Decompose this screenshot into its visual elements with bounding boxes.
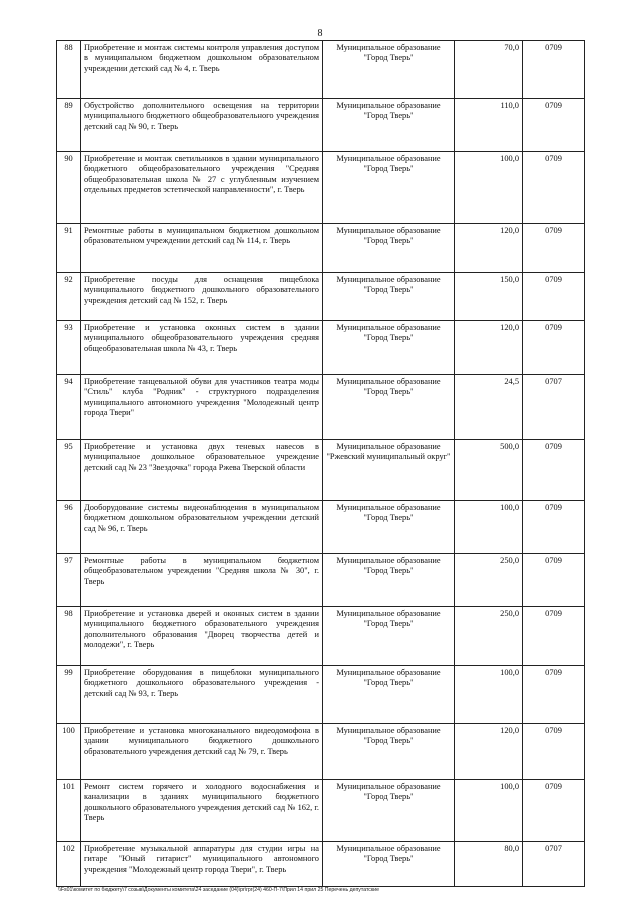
row-number: 94 [57, 375, 81, 440]
row-code: 0707 [523, 375, 585, 440]
row-description: Ремонт систем горячего и холодного водоснабжения и канализации в зданиях муниципального бюджетного дошкольного образовательного учреждения детский сад № 162, г. Тверь [81, 780, 323, 842]
row-description: Приобретение и установка многоканального видеодомофона в здании муниципального бюджетного дошкольного образовательного учреждения детский сад № 79, г. Тверь [81, 724, 323, 780]
table-row [57, 375, 585, 440]
row-description: Приобретение оборудования в пищеблоки муниципального бюджетного дошкольного образовательного учреждения - детский сад № 93, г. Тверь [81, 666, 323, 724]
row-organization: Муниципальное образование "Город Тверь" [323, 375, 455, 440]
row-number: 100 [57, 724, 81, 780]
row-amount: 24,5 [455, 375, 523, 440]
row-description: Дооборудование системы видеонаблюдения в муниципальном бюджетном дошкольном образовательном учреждении детский сад № 96, г. Тверь [81, 501, 323, 554]
row-organization: Муниципальное образование "Город Тверь" [323, 224, 455, 273]
row-organization: Муниципальное образование "Город Тверь" [323, 501, 455, 554]
footer-file-path: \\Fs01\комитет по бюджету\7 созыв\Документы комитета\24 заседание (04)\pr\rpr(24) 460-П-7\Прил 14 прил 25 Перечень депутатские [58, 887, 379, 893]
row-code: 0709 [523, 152, 585, 224]
row-amount: 70,0 [455, 41, 523, 99]
row-number: 88 [57, 41, 81, 99]
row-number: 97 [57, 554, 81, 607]
row-description: Приобретение посуды для оснащения пищеблока муниципального бюджетного дошкольного образовательного учреждения детский сад № 152, г. Тверь [81, 273, 323, 321]
row-number: 102 [57, 842, 81, 887]
table-row [57, 554, 585, 607]
row-description: Ремонтные работы в муниципальном бюджетном дошкольном образовательном учреждении детский сад № 114, г. Тверь [81, 224, 323, 273]
row-description: Ремонтные работы в муниципальном бюджетном общеобразовательном учреждении "Средняя школа № 30", г. Тверь [81, 554, 323, 607]
row-code: 0709 [523, 440, 585, 501]
table-row [57, 224, 585, 273]
row-description: Приобретение и установка оконных систем в здании муниципального общеобразовательного учреждения средняя общеобразовательная школа № 43, г. Тверь [81, 321, 323, 375]
page-number: 8 [317, 28, 323, 39]
row-amount: 110,0 [455, 99, 523, 152]
row-number: 91 [57, 224, 81, 273]
row-description: Обустройство дополнительного освещения на территории муниципального бюджетного общеобразовательного учреждения детский сад № 90, г. Тверь [81, 99, 323, 152]
row-amount: 150,0 [455, 273, 523, 321]
table-row [57, 440, 585, 501]
row-description: Приобретение танцевальной обуви для участников театра моды "Стиль" клуба "Родник" - структурного подразделения муниципального автономного учреждения "Молодежный центр города Твери" [81, 375, 323, 440]
row-organization: Муниципальное образование "Город Тверь" [323, 321, 455, 375]
row-amount: 250,0 [455, 554, 523, 607]
row-code: 0709 [523, 607, 585, 666]
row-code: 0709 [523, 666, 585, 724]
row-description: Приобретение и монтаж системы контроля управления доступом в муниципальном бюджетном дошкольном образовательном учреждении детский сад № 4, г. Тверь [81, 41, 323, 99]
row-number: 90 [57, 152, 81, 224]
row-description: Приобретение и установка двух теневых навесов в муниципальное дошкольное образовательное учреждение детский сад № 23 "Звездочка" города Ржева Тверской области [81, 440, 323, 501]
row-number: 92 [57, 273, 81, 321]
row-code: 0709 [523, 321, 585, 375]
row-amount: 80,0 [455, 842, 523, 887]
table-body [57, 41, 585, 887]
row-number: 101 [57, 780, 81, 842]
row-number: 93 [57, 321, 81, 375]
row-organization: Муниципальное образование "Город Тверь" [323, 554, 455, 607]
row-number: 96 [57, 501, 81, 554]
row-amount: 100,0 [455, 152, 523, 224]
table-row [57, 607, 585, 666]
row-amount: 100,0 [455, 780, 523, 842]
table-row [57, 273, 585, 321]
row-amount: 100,0 [455, 666, 523, 724]
row-code: 0709 [523, 273, 585, 321]
row-organization: Муниципальное образование "Город Тверь" [323, 842, 455, 887]
row-amount: 100,0 [455, 501, 523, 554]
table-row [57, 321, 585, 375]
row-organization: Муниципальное образование "Город Тверь" [323, 780, 455, 842]
row-code: 0709 [523, 724, 585, 780]
row-amount: 250,0 [455, 607, 523, 666]
row-organization: Муниципальное образование "Город Тверь" [323, 273, 455, 321]
row-organization: Муниципальное образование "Город Тверь" [323, 99, 455, 152]
row-amount: 120,0 [455, 724, 523, 780]
row-amount: 120,0 [455, 321, 523, 375]
row-organization: Муниципальное образование "Ржевский муниципальный округ" [323, 440, 455, 501]
row-organization: Муниципальное образование "Город Тверь" [323, 724, 455, 780]
row-code: 0709 [523, 501, 585, 554]
row-organization: Муниципальное образование "Город Тверь" [323, 152, 455, 224]
row-description: Приобретение и монтаж светильников в здании муниципального бюджетного общеобразовательного учреждения "Средняя общеобразовательная школа № 27 с углубленным изучением отдельных предметов эстетической направленности", г. Тверь [81, 152, 323, 224]
row-code: 0709 [523, 224, 585, 273]
table-row [57, 41, 585, 99]
row-code: 0709 [523, 99, 585, 152]
table-row [57, 842, 585, 887]
row-code: 0709 [523, 780, 585, 842]
table-row [57, 666, 585, 724]
row-description: Приобретение и установка дверей и оконных систем в здании муниципального бюджетного образовательного учреждения дополнительного образования "Дворец творчества детей и молодежи", г. Тверь [81, 607, 323, 666]
table-row [57, 724, 585, 780]
row-organization: Муниципальное образование "Город Тверь" [323, 607, 455, 666]
table-row [57, 99, 585, 152]
row-organization: Муниципальное образование "Город Тверь" [323, 666, 455, 724]
row-code: 0707 [523, 842, 585, 887]
row-organization: Муниципальное образование "Город Тверь" [323, 41, 455, 99]
row-amount: 120,0 [455, 224, 523, 273]
table-row [57, 152, 585, 224]
row-code: 0709 [523, 554, 585, 607]
row-number: 99 [57, 666, 81, 724]
row-number: 98 [57, 607, 81, 666]
row-number: 95 [57, 440, 81, 501]
row-number: 89 [57, 99, 81, 152]
row-code: 0709 [523, 41, 585, 99]
budget-items-table [56, 40, 585, 887]
table-row [57, 501, 585, 554]
row-amount: 500,0 [455, 440, 523, 501]
row-description: Приобретение музыкальной аппаратуры для студии игры на гитаре "Юный гитарист" муниципального автономного учреждения "Молодежный центр города Твери", г. Тверь [81, 842, 323, 887]
table-row [57, 780, 585, 842]
